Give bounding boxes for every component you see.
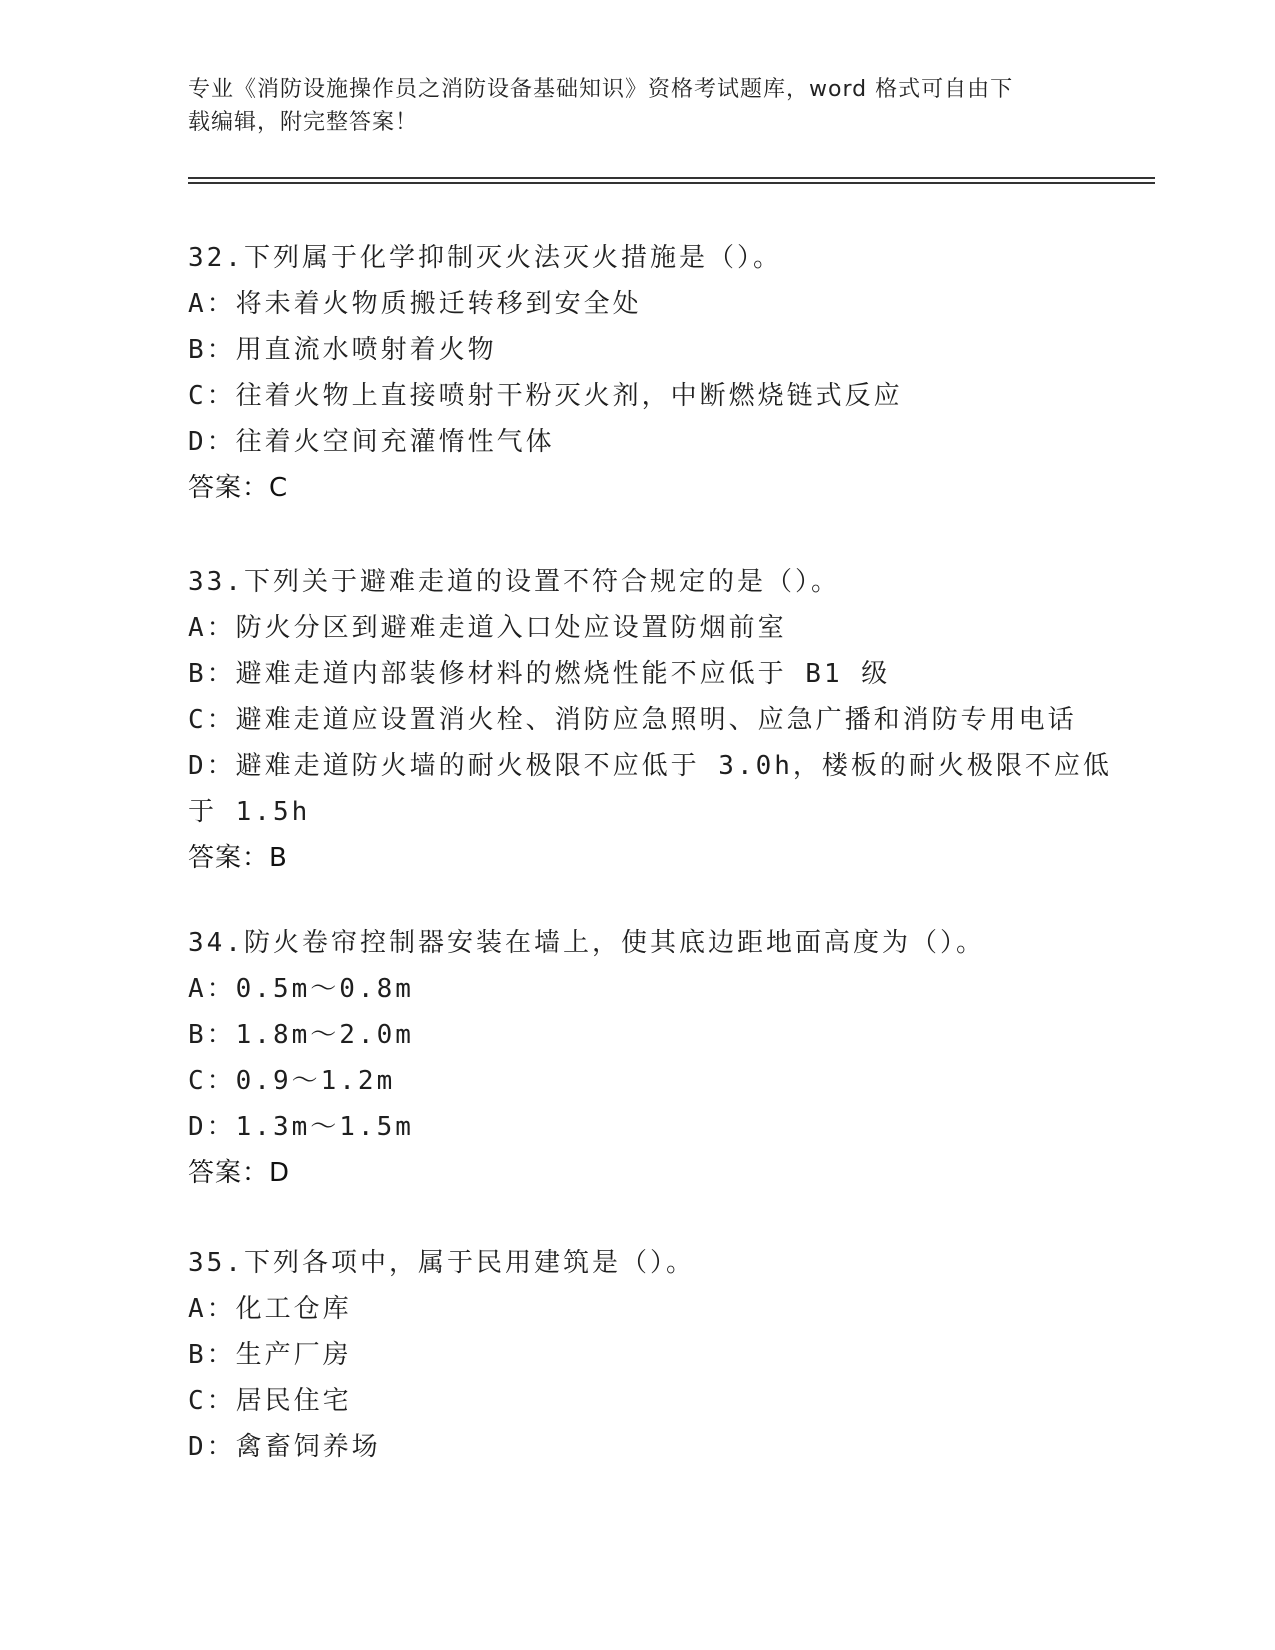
answer-label: 答案：B: [188, 843, 288, 873]
header-divider-bottom: [188, 182, 1155, 184]
option-a: A：防火分区到避难走道入口处应设置防烟前室: [188, 613, 787, 643]
option-c: C：避难走道应设置消火栓、消防应急照明、应急广播和消防专用电话: [188, 705, 1077, 735]
question-33: [188, 559, 1128, 881]
option-b: B：用直流水喷射着火物: [188, 335, 497, 365]
option-c: C：居民住宅: [188, 1386, 352, 1416]
option-c: C：0.9～1.2m: [188, 1066, 396, 1096]
header-line-2: 载编辑，附完整答案！: [188, 110, 419, 135]
option-b: B：1.8m～2.0m: [188, 1020, 414, 1050]
question-stem: 35.下列各项中，属于民用建筑是（）。: [188, 1248, 695, 1278]
question-32: [188, 235, 1128, 511]
document-header: [188, 73, 1078, 139]
option-d: D：避难走道防火墙的耐火极限不应低于 3.0h，楼板的耐火极限不应低: [188, 751, 1112, 781]
header-divider-top: [188, 177, 1155, 179]
header-line-1: 专业《消防设施操作员之消防设备基础知识》资格考试题库，word 格式可自由下: [188, 77, 1014, 102]
option-a: A：将未着火物质搬迁转移到安全处: [188, 289, 642, 319]
answer-label: 答案：C: [188, 473, 289, 503]
question-stem: 32.下列属于化学抑制灭火法灭火措施是（）。: [188, 243, 782, 273]
question-34: [188, 920, 1128, 1196]
option-d: D：1.3m～1.5m: [188, 1112, 414, 1142]
question-35: [188, 1240, 1128, 1470]
answer-label: 答案：D: [188, 1158, 291, 1188]
option-b: B：避难走道内部装修材料的燃烧性能不应低于 B1 级: [188, 659, 891, 689]
option-c: C：往着火物上直接喷射干粉灭火剂，中断燃烧链式反应: [188, 381, 903, 411]
question-stem: 34.防火卷帘控制器安装在墙上，使其底边距地面高度为（）。: [188, 928, 985, 958]
option-b: B：生产厂房: [188, 1340, 352, 1370]
question-stem: 33.下列关于避难走道的设置不符合规定的是（）。: [188, 567, 840, 597]
option-a: A：0.5m～0.8m: [188, 974, 414, 1004]
option-d: D：往着火空间充灌惰性气体: [188, 427, 555, 457]
option-d: D：禽畜饲养场: [188, 1432, 381, 1462]
option-a: A：化工仓库: [188, 1294, 352, 1324]
option-d-continued: 于 1.5h: [188, 797, 311, 827]
